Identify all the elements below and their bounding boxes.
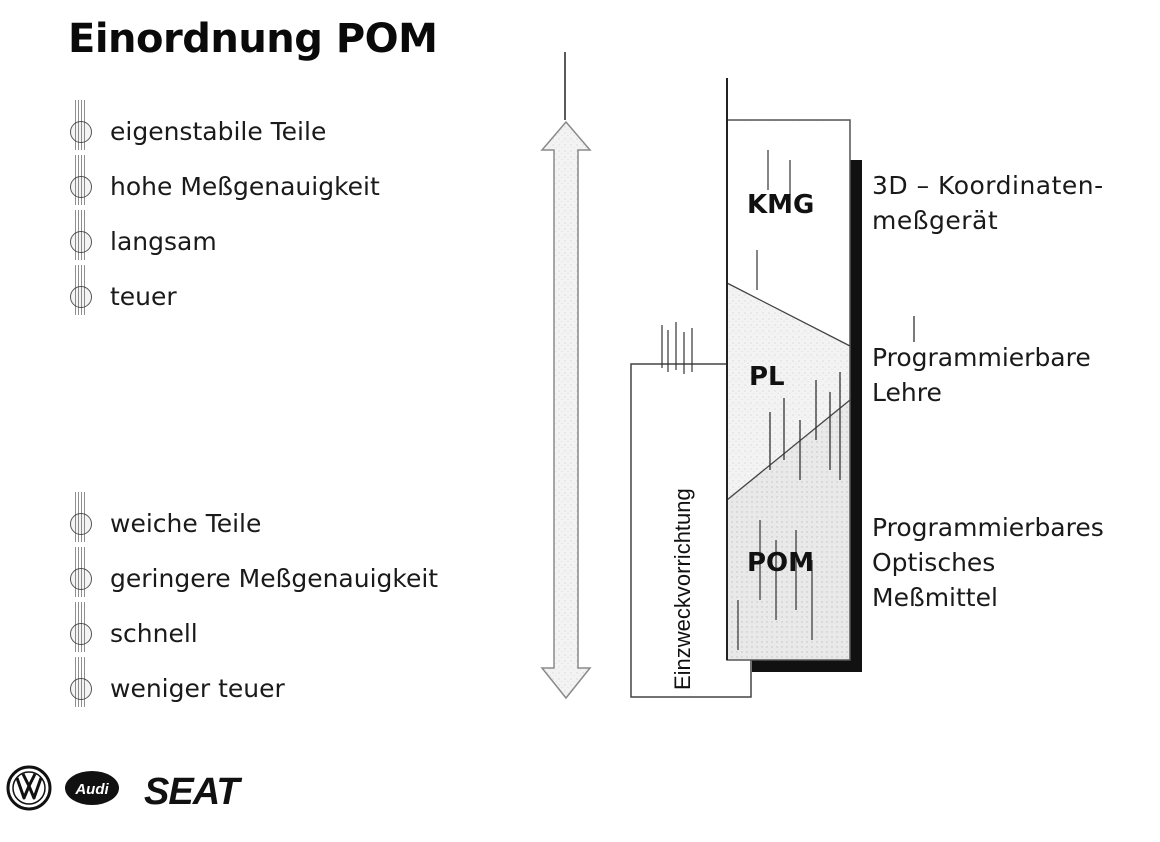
seat-logo-text: SEAT — [144, 771, 239, 812]
scale-double-arrow — [542, 122, 590, 698]
seat-logo — [144, 771, 242, 812]
list-item-label: teuer — [110, 282, 177, 311]
pl-description-line: Lehre — [872, 378, 942, 407]
list-item-label: hohe Meßgenauigkeit — [110, 172, 380, 201]
vw-logo — [8, 767, 50, 809]
brand-logos — [4, 764, 294, 812]
list-item-label: langsam — [110, 227, 217, 256]
list-item-label: weiche Teile — [110, 509, 262, 538]
list-item-label: weniger teuer — [110, 674, 285, 703]
pom-description — [872, 510, 1104, 615]
kmg-description-line: meßgerät — [872, 206, 999, 235]
audi-logo-text: Audi — [75, 781, 109, 798]
pom-label: POM — [747, 548, 815, 578]
pom-description-line: Meßmittel — [872, 583, 998, 612]
pom-description-line: Programmierbares — [872, 513, 1104, 542]
list-item-label: eigenstabile Teile — [110, 117, 327, 146]
kmg-description-line: 3D – Koordinaten- — [872, 171, 1104, 200]
column-shadow-right — [850, 160, 862, 670]
column-shadow-bottom — [752, 660, 862, 672]
einzweckvorrichtung-label: Einzweckvorrichtung — [670, 488, 695, 690]
kmg-description — [872, 168, 1104, 238]
list-item-label: geringere Meßgenauigkeit — [110, 564, 439, 593]
pl-description-line: Programmierbare — [872, 343, 1091, 372]
kmg-label: KMG — [747, 190, 815, 220]
pom-description-line: Optisches — [872, 548, 996, 577]
pl-label: PL — [749, 362, 785, 392]
audi-logo — [65, 771, 119, 805]
page-title: Einordnung POM — [68, 16, 438, 62]
pl-description — [872, 340, 1091, 410]
list-item-label: schnell — [110, 619, 198, 648]
